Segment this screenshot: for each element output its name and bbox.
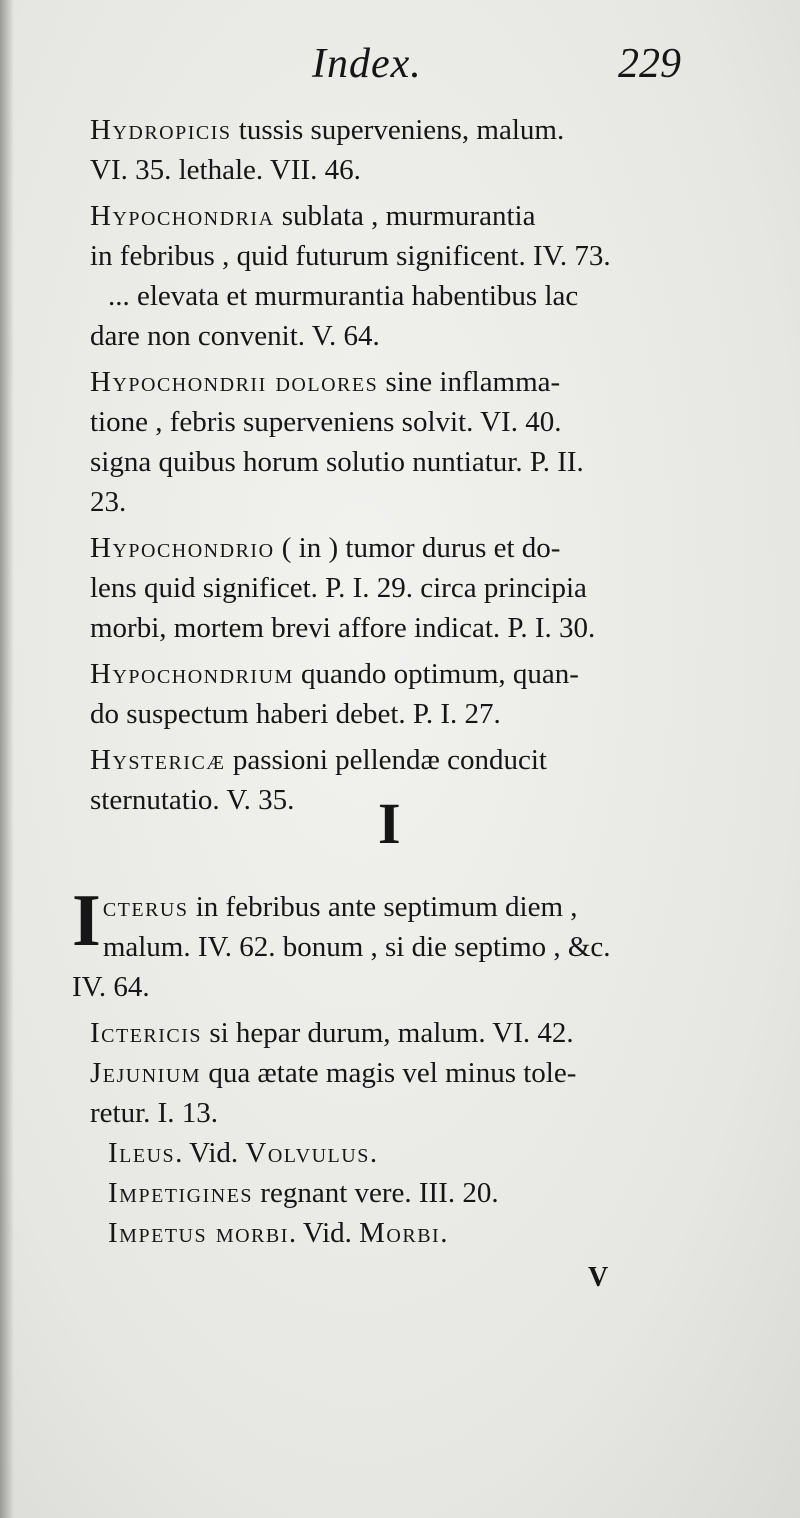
entry-text: morbi, mortem brevi affore indicat. P. I. 30. [90,612,596,644]
index-entry [72,362,732,522]
entry-lemma: Impetus morbi [108,1217,289,1249]
entry-text: . [369,1137,378,1169]
spine-shadow [0,0,14,1518]
signature-mark: V [588,1262,609,1293]
entry-lemma: Hypochondrii dolores [90,366,379,398]
index-entry [72,196,732,356]
index-entry [72,1173,732,1213]
entry-text: in febribus ante septimum diem , [188,891,578,923]
entry-text: malum. IV. 62. bonum , si die septimo , &c. [102,931,611,963]
entry-text: sublata , murmurantia [274,200,536,232]
entry-text: ... elevata et murmurantia habentibus lac [108,280,579,312]
index-entry [72,880,732,1007]
index-section-i [72,880,732,1253]
entry-text: sternutatio. V. 35. [90,784,295,816]
entry-text: . Vid. [288,1217,360,1249]
entry-text: qua ætate magis vel minus tole- [201,1057,577,1089]
entry-lemma: Ictericis [90,1017,203,1049]
entry-text: si hepar durum, malum. VI. 42. [202,1017,574,1049]
entry-text: 23. [90,486,127,518]
index-entry [72,110,732,190]
entry-text: lens quid significet. P. I. 29. circa principia [90,572,587,604]
entry-text: retur. I. 13. [90,1097,219,1129]
index-section-h [72,110,732,820]
section-letter: I [378,791,401,856]
entry-lemma: Ileus [108,1137,176,1169]
entry-text: quando optimum, quan- [293,658,579,690]
entry-text: ( in ) tumor durus et do- [274,532,561,564]
entry-text: IV. 64. [72,971,150,1003]
entry-text: . [440,1217,448,1249]
entry-lemma: Hydropicis [90,114,232,146]
index-entry [72,1053,732,1133]
entry-text: VI. 35. lethale. VII. 46. [90,154,361,186]
entry-lemma: Hypochondria [90,200,275,232]
page-header [0,40,800,100]
entry-lemma: Jejunium [90,1057,202,1089]
entry-text: regnant vere. III. 20. [253,1177,499,1209]
running-title: Index. [312,41,422,87]
entry-lemma: Impetigines [108,1177,254,1209]
cross-reference: Morbi [359,1217,441,1249]
entry-text: dare non convenit. V. 64. [90,320,380,352]
cross-reference: Volvulus [245,1137,370,1169]
index-entry [72,654,732,734]
entry-text: tione , febris superveniens solvit. VI. 40. [90,406,562,438]
entry-text: tussis superveniens, malum. [231,114,565,146]
entry-text: passioni pellendæ conducit [225,744,547,776]
entry-text: do suspectum haberi debet. P. I. 27. [90,698,501,730]
index-entry [72,528,732,648]
index-entry [72,1133,732,1173]
entry-text: sine inflamma- [378,366,561,398]
entry-lemma: Hypochondrium [90,658,294,690]
entry-lemma: Hystericæ [90,744,226,776]
entry-lemma: Hypochondrio [90,532,275,564]
index-entry [72,740,732,820]
drop-cap: I [72,880,101,962]
index-entry [72,1213,732,1253]
page-number: 229 [618,41,681,87]
entry-text: . Vid. [175,1137,246,1169]
entry-lemma: cterus [102,891,189,923]
entry-text: signa quibus horum solutio nuntiatur. P. II. [90,446,584,478]
index-entry [72,1013,732,1053]
entry-text: in febribus , quid futurum significent. IV. 73. [90,240,611,272]
